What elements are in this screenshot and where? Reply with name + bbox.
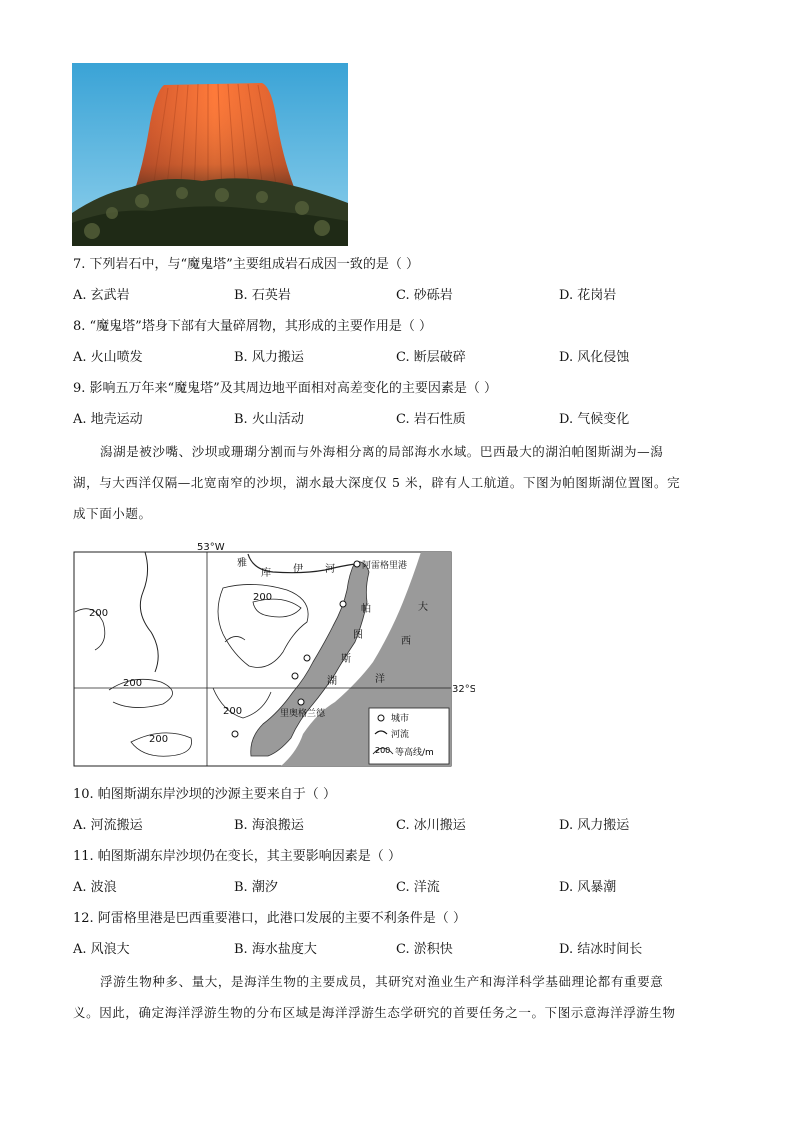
contour-label: 200 [253,592,273,603]
passage-lagoon-line-1: 潟湖是被沙嘴、沙坝或珊瑚分割而与外海相分离的局部海水水域。巴西最大的湖泊帕图斯湖为—潟 [100,444,664,459]
q8-option-d[interactable]: D. 风化侵蚀 [559,350,630,365]
q12-option-b[interactable]: B. 海水盐度大 [234,942,317,957]
q8-option-c[interactable]: C. 断层破碎 [396,350,466,365]
passage-plankton-line-1: 浮游生物种多、量大，是海洋生物的主要成员，其研究对渔业生产和海洋科学基础理论都有重要意 [100,974,664,989]
map-legend [369,708,449,764]
city-marker [340,601,346,607]
lake-name-char-2: 图 [353,630,363,641]
q10-option-b[interactable]: B. 海浪搬运 [234,818,304,833]
q9-option-a[interactable]: A. 地壳运动 [73,412,143,427]
lake-name-char-3: 斯 [341,654,351,665]
contour-label: 200 [223,706,243,717]
legend-city-icon [378,715,384,721]
q11-option-b[interactable]: B. 潮汐 [234,880,278,895]
q12-option-a[interactable]: A. 风浪大 [73,942,130,957]
city-marker [304,655,310,661]
lake-name-char-4: 湖 [327,676,337,687]
q9-option-c[interactable]: C. 岩石性质 [396,412,466,427]
question-8: 8. “魔鬼塔”塔身下部有大量碎屑物，其形成的主要作用是（ ） [73,319,432,334]
q7-option-d[interactable]: D. 花岗岩 [559,288,617,303]
contour-label: 200 [89,608,109,619]
city-rio-grande-marker [298,699,304,705]
contour-label: 200 [149,734,169,745]
question-10: 10. 帕图斯湖东岸沙坝的沙源主要来自于（ ） [73,787,336,802]
city-marker [292,673,298,679]
q7-option-b[interactable]: B. 石英岩 [234,288,291,303]
river-name-char-1: 雅 [237,558,247,569]
river-name-char-2: 库 [261,568,271,579]
q12-option-d[interactable]: D. 结冰时间长 [559,942,643,957]
passage-lagoon-line-3: 成下面小题。 [73,506,152,521]
question-9: 9. 影响五万年来“魔鬼塔”及其周边地平面相对高差变化的主要因素是（ ） [73,381,497,396]
map-latitude-label: 32°S [452,684,475,695]
question-7: 7. 下列岩石中，与“魔鬼塔”主要组成岩石成因一致的是（ ） [73,257,419,272]
port-south-label: 里奥格兰德 [280,709,326,719]
city-marker [232,731,238,737]
ocean-name-char-2: 西 [401,636,411,647]
q9-option-d[interactable]: D. 气候变化 [559,412,630,427]
q12-option-c[interactable]: C. 淤积快 [396,942,453,957]
lake-name-char-1: 帕 [361,604,371,615]
legend-contour-sample: 200 [375,746,391,755]
q7-option-c[interactable]: C. 砂砾岩 [396,288,453,303]
q10-option-a[interactable]: A. 河流搬运 [73,818,143,833]
map-longitude-label: 53°W [197,542,225,553]
river-name-char-3: 伊 [293,564,303,575]
river-name-char-4: 河 [325,564,335,575]
city-porto-alegre-marker [354,561,360,567]
q10-option-c[interactable]: C. 冰川搬运 [396,818,466,833]
legend-river-label: 河流 [391,730,410,740]
q8-option-a[interactable]: A. 火山喷发 [73,350,143,365]
ocean-name-char-1: 大 [418,602,428,613]
q11-option-d[interactable]: D. 风暴潮 [559,880,617,895]
q7-option-a[interactable]: A. 玄武岩 [73,288,130,303]
ocean-name-char-3: 洋 [375,674,385,685]
patos-lagoon-map [73,542,475,768]
q11-option-a[interactable]: A. 波浪 [73,880,117,895]
devils-tower-photo [72,63,348,246]
passage-plankton-line-2: 义。因此，确定海洋浮游生物的分布区域是海洋浮游生态学研究的首要任务之一。下图示意海洋浮游生物 [73,1005,676,1020]
port-north-label: 阿雷格里港 [362,561,408,571]
legend-contour-label: 等高线/m [395,748,434,758]
passage-lagoon-line-2: 湖，与大西洋仅隔—北宽南窄的沙坝，湖水最大深度仅 5 米，辟有人工航道。下图为帕图斯湖位置图。完 [73,475,681,490]
q9-option-b[interactable]: B. 火山活动 [234,412,304,427]
contour-label: 200 [123,678,143,689]
q11-option-c[interactable]: C. 洋流 [396,880,440,895]
q10-option-d[interactable]: D. 风力搬运 [559,818,630,833]
question-11: 11. 帕图斯湖东岸沙坝仍在变长，其主要影响因素是（ ） [73,849,401,864]
question-12: 12. 阿雷格里港是巴西重要港口，此港口发展的主要不利条件是（ ） [73,911,466,926]
legend-city-label: 城市 [391,714,410,724]
q8-option-b[interactable]: B. 风力搬运 [234,350,304,365]
